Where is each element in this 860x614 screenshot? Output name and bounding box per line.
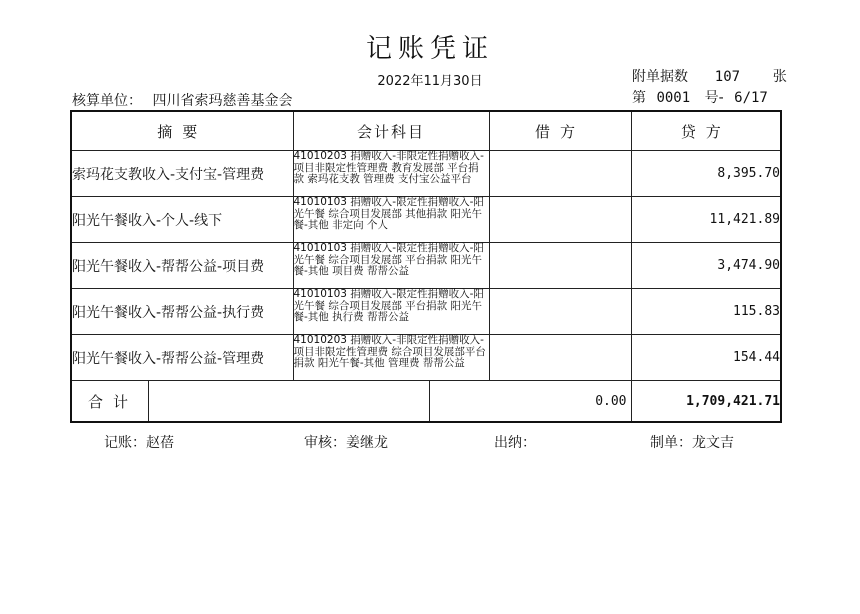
row-summary: 阳光午餐收入-帮帮公益-项目费 <box>71 243 293 289</box>
cashier <box>494 432 536 452</box>
row-credit: 3,474.90 <box>631 243 781 289</box>
header-account: 会计科目 <box>293 111 489 151</box>
unit-name: 四川省索玛慈善基金会 <box>152 93 293 109</box>
doc-number: 0001 <box>656 90 691 106</box>
header-credit: 贷方 <box>631 111 781 151</box>
bookkeeper-name: 赵蓓 <box>146 435 174 451</box>
cashier-label: 出纳： <box>494 435 536 451</box>
row-account: 41010203 捐赠收入-非限定性捐赠收入-项目非限定性管理费 教育发展部 平台捐款 索玛花支教 管理费 支付宝公益平台 <box>293 151 489 197</box>
table-row <box>71 243 781 289</box>
reviewer-name: 姜继龙 <box>346 435 388 451</box>
voucher-title: 记账凭证 <box>365 34 494 64</box>
attachment-number: 107 <box>714 69 741 85</box>
table-row <box>71 335 781 381</box>
attachment-count <box>632 66 787 86</box>
attachment-unit: 张 <box>772 69 787 85</box>
row-credit: 115.83 <box>631 289 781 335</box>
row-debit <box>489 243 631 289</box>
row-account: 41010103 捐赠收入-限定性捐赠收入-阳光午餐 综合项目发展部 其他捐款 阳光午餐-其他 非定向 个人 <box>293 197 489 243</box>
doc-page: 6/17 <box>734 90 768 106</box>
header-summary: 摘要 <box>71 111 293 151</box>
row-summary: 索玛花支教收入-支付宝-管理费 <box>71 151 293 197</box>
preparer <box>650 432 734 452</box>
accounting-unit <box>72 90 292 110</box>
row-summary: 阳光午餐收入-帮帮公益-管理费 <box>71 335 293 381</box>
total-row <box>71 381 781 423</box>
voucher-date: 2022年11月30日 <box>377 74 483 89</box>
row-account: 41010203 捐赠收入-非限定性捐赠收入-项目非限定性管理费 综合项目发展部平台捐款 阳光午餐-其他 管理费 帮帮公益 <box>293 335 489 381</box>
table-row <box>71 151 781 197</box>
row-account: 41010103 捐赠收入-限定性捐赠收入-阳光午餐 综合项目发展部 平台捐款 阳光午餐-其他 执行费 帮帮公益 <box>293 289 489 335</box>
row-credit: 8,395.70 <box>631 151 781 197</box>
table-header-row <box>71 111 781 151</box>
row-account: 41010103 捐赠收入-限定性捐赠收入-阳光午餐 综合项目发展部 平台捐款 阳光午餐-其他 项目费 帮帮公益 <box>293 243 489 289</box>
voucher-number <box>632 87 768 107</box>
row-summary: 阳光午餐收入-帮帮公益-执行费 <box>71 289 293 335</box>
table-row <box>71 289 781 335</box>
row-credit: 154.44 <box>631 335 781 381</box>
table-row <box>71 197 781 243</box>
row-debit <box>489 335 631 381</box>
reviewer <box>304 432 388 452</box>
unit-label: 核算单位： <box>72 93 142 109</box>
row-summary: 阳光午餐收入-个人-线下 <box>71 197 293 243</box>
preparer-name: 龙文吉 <box>692 435 734 451</box>
total-credit: 1,709,421.71 <box>631 381 781 423</box>
doc-prefix: 第 <box>632 90 646 106</box>
row-debit <box>489 289 631 335</box>
row-credit: 11,421.89 <box>631 197 781 243</box>
total-label: 合计 <box>72 381 149 421</box>
row-debit <box>489 197 631 243</box>
total-debit: 0.00 <box>595 393 627 409</box>
attachment-label: 附单据数 <box>632 69 688 85</box>
bookkeeper <box>104 432 174 452</box>
doc-sep: 号- <box>704 90 724 106</box>
bookkeeper-label: 记账： <box>104 435 146 451</box>
voucher-table <box>70 110 782 423</box>
header-debit: 借方 <box>489 111 631 151</box>
reviewer-label: 审核： <box>304 435 346 451</box>
row-debit <box>489 151 631 197</box>
preparer-label: 制单： <box>650 435 692 451</box>
